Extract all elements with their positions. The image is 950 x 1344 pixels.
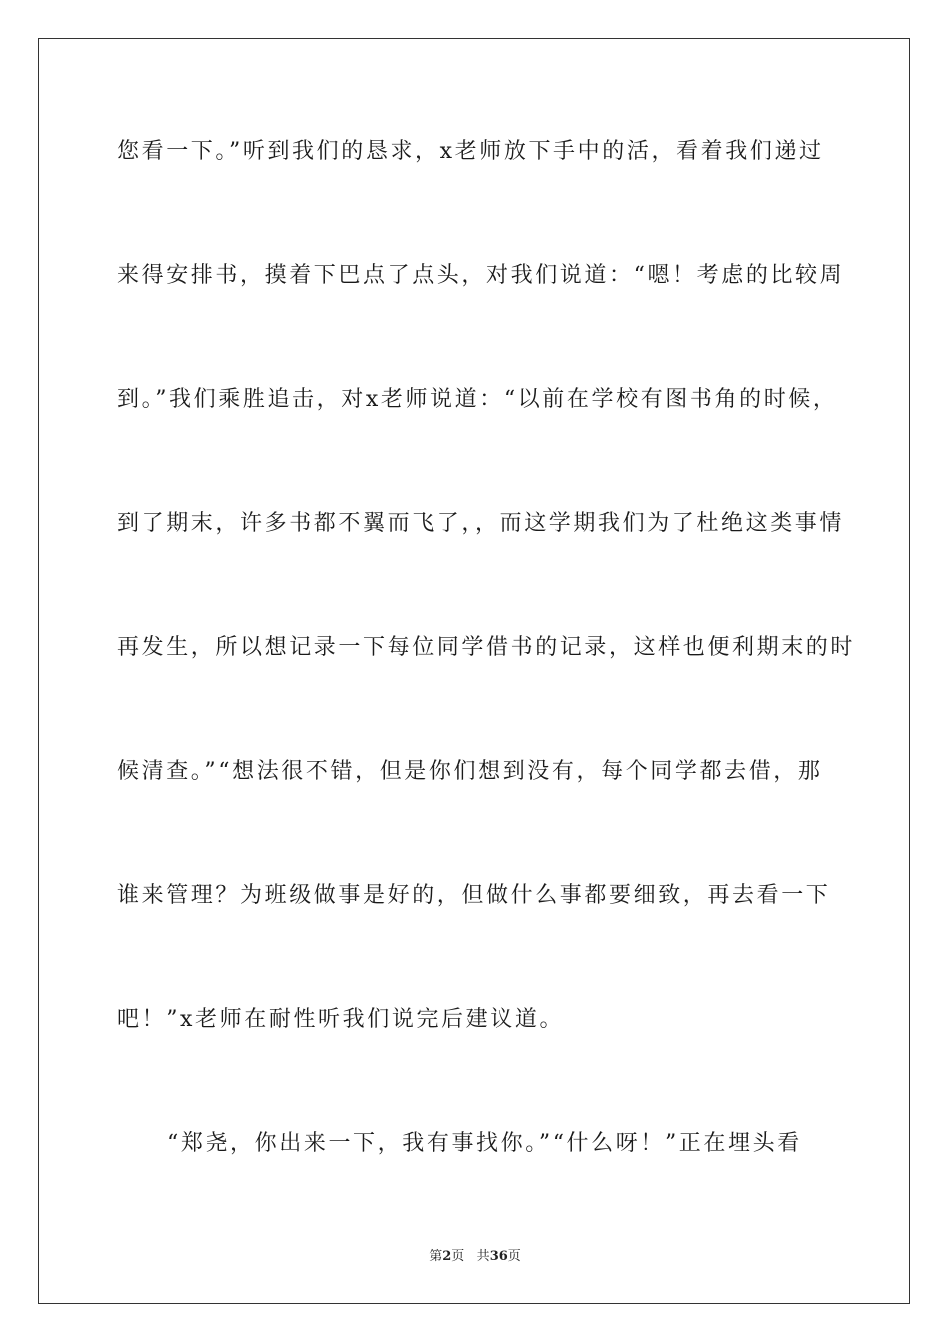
total-pages-number: 36: [489, 1249, 508, 1264]
page-border: [38, 38, 910, 1304]
footer-page-suffix: 页: [451, 1249, 465, 1264]
text-line: 候清查。”“想法很不错，但是你们想到没有，每个同学都去借，那: [117, 759, 823, 784]
footer-total-suffix: 页: [507, 1249, 521, 1264]
page-footer: [0, 1245, 950, 1264]
text-line: 您看一下。”听到我们的恳求，x老师放下手中的活，看着我们递过: [117, 139, 824, 164]
paragraph-first-line: “郑尧，你出来一下，我有事找你。”“什么呀！”正在埋头看: [167, 1131, 802, 1156]
text-line: 来得安排书，摸着下巴点了点头，对我们说道：“嗯！考虑的比较周: [117, 263, 845, 288]
text-line: 吧！”x老师在耐性听我们说完后建议道。: [117, 1007, 565, 1032]
text-line: 到。”我们乘胜追击，对x老师说道：“以前在学校有图书角的时候，: [117, 387, 838, 412]
text-line: 到了期末，许多书都不翼而飞了，，而这学期我们为了杜绝这类事情: [117, 511, 845, 536]
footer-prefix: 第: [429, 1249, 443, 1264]
text-line: 再发生，所以想记录一下每位同学借书的记录，这样也便利期末的时: [117, 635, 856, 660]
footer-total-prefix: 共: [476, 1249, 490, 1264]
text-line: 谁来管理？为班级做事是好的，但做什么事都要细致，再去看一下: [117, 883, 831, 908]
current-page-number: 2: [442, 1249, 452, 1264]
